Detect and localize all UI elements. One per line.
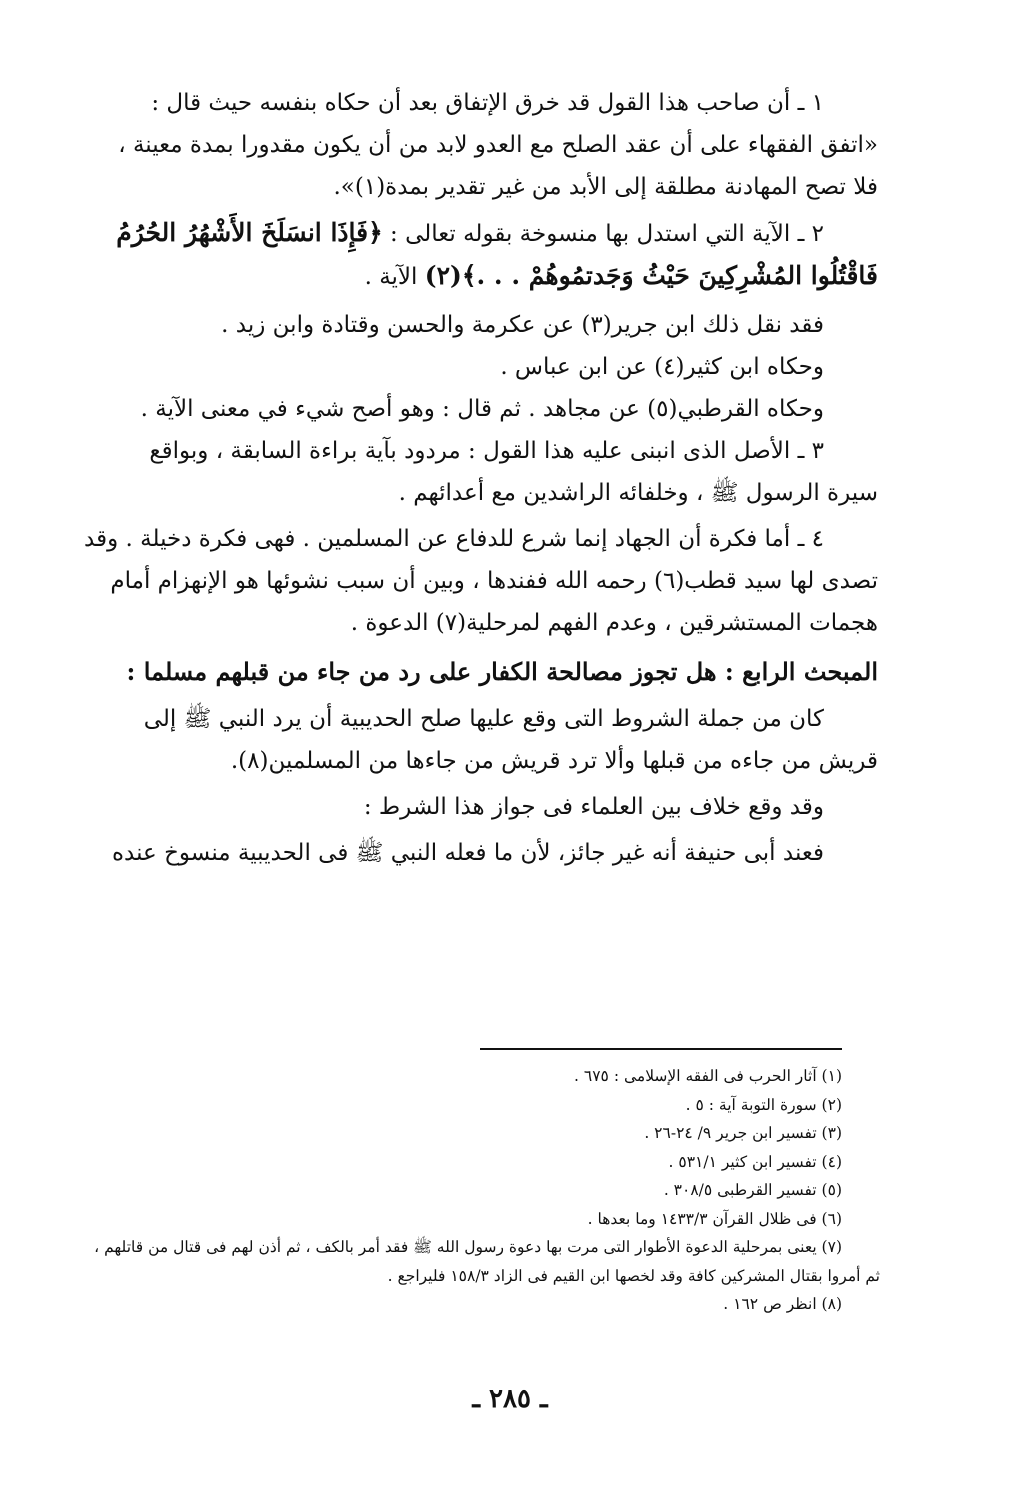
footnotes [94,1062,880,1319]
footnote-4: (٤) تفسير ابن كثير ٥٣١/١ . [668,1152,842,1171]
text-line: فعند أبى حنيفة أنه غير جائز، لأن ما فعله النبي ﷺ فى الحديبية منسوخ عنده [111,840,824,866]
citations-paragraph [70,304,878,430]
text-line: تصدى لها سيد قطب(٦) رحمه الله ففندها ، وبين أن سبب نشوئها هو الإنهزام أمام [110,568,878,594]
paragraph-4 [70,518,878,644]
text-line: وقد وقع خلاف بين العلماء فى جواز هذا الشرط : [363,794,824,820]
section-heading: المبحث الرابع : هل تجوز مصالحة الكفار على رد من جاء من قبلهم مسلما : [126,657,878,686]
paragraph-2 [70,212,878,298]
footnote-3: (٣) تفسير ابن جرير ٩/ ٢٤-٢٦ . [644,1124,842,1142]
paragraph-3 [70,430,878,514]
verse-tail: الآية . [364,264,425,290]
footnote-7-continued: ثم أمروا بقتال المشركين كافة وقد لخصها ابن القيم فى الزاد ١٥٨/٣ فليراجع . [387,1266,880,1285]
quran-verse-part-1: ﴿فَإِذَا انسَلَخَ الأَشْهُرُ الحُرُمُ [116,218,383,247]
text-line: وحكاه القرطبي(٥) عن مجاهد . ثم قال : وهو أصح شيء في معنى الآية . [140,396,824,422]
text-line: سيرة الرسول ﷺ ، وخلفائه الراشدين مع أعدائهم . [398,480,878,506]
footnote-divider [480,1048,842,1050]
text-line [70,255,878,298]
text-line: «اتفق الفقهاء على أن عقد الصلح مع العدو لابد من أن يكون مقدورا بمدة معينة ، [118,132,878,158]
paragraph-2-intro: ٢ ـ الآية التي استدل بها منسوخة بقوله تعالى : [390,221,824,247]
footnote-7: (٧) يعنى بمرحلية الدعوة الأطوار التى مرت بها دعوة رسول الله ﷺ فقد أمر بالكف ، ثم أذن لهم فى قتال من قاتلهم ، [94,1238,842,1256]
paragraph-7 [70,832,878,874]
text-line: هجمات المستشرقين ، وعدم الفهم لمرحلية(٧) الدعوة . [350,610,878,636]
paragraph-5 [70,698,878,782]
text-line: ٣ ـ الأصل الذى انبنى عليه هذا القول : مردود بآية براءة السابقة ، وبواقع [149,438,824,464]
page-number: ـ ٢٨٥ ـ [472,1384,548,1414]
text-line: كان من جملة الشروط التى وقع عليها صلح الحديبية أن يرد النبي ﷺ إلى [143,706,824,732]
paragraph-6 [70,786,878,828]
text-line: فلا تصح المهادنة مطلقة إلى الأبد من غير تقدير بمدة(١)». [333,174,878,200]
text-line: قريش من جاءه من قبلها وألا ترد قريش من جاءها من المسلمين(٨). [230,748,878,774]
paragraph-1 [70,82,878,208]
text-line: فقد نقل ذلك ابن جرير(٣) عن عكرمة والحسن وقتادة وابن زيد . [221,312,824,338]
text-line: ١ ـ أن صاحب هذا القول قد خرق الإتفاق بعد أن حكاه بنفسه حيث قال : [151,90,824,116]
footnote-2: (٢) سورة التوبة آية : ٥ . [685,1095,842,1114]
text-line: وحكاه ابن كثير(٤) عن ابن عباس . [500,354,824,380]
text-line [70,212,824,255]
text-line: ٤ ـ أما فكرة أن الجهاد إنما شرع للدفاع عن المسلمين . فهى فكرة دخيلة . وقد [84,526,824,552]
footnote-1: (١) آثار الحرب فى الفقه الإسلامى : ٦٧٥ . [574,1067,842,1085]
body-text [70,82,878,874]
footnote-6: (٦) فى ظلال القرآن ١٤٣٣/٣ وما بعدها . [587,1209,842,1228]
footnote-5: (٥) تفسير القرطبى ٣٠٨/٥ . [663,1181,842,1199]
quran-verse-part-2: فَاقْتُلُوا المُشْرِكِينَ حَيْثُ وَجَدتمُوهُمْ . . .﴾(٢) [424,261,878,290]
footnote-8: (٨) انظر ص ١٦٢ . [723,1295,842,1313]
